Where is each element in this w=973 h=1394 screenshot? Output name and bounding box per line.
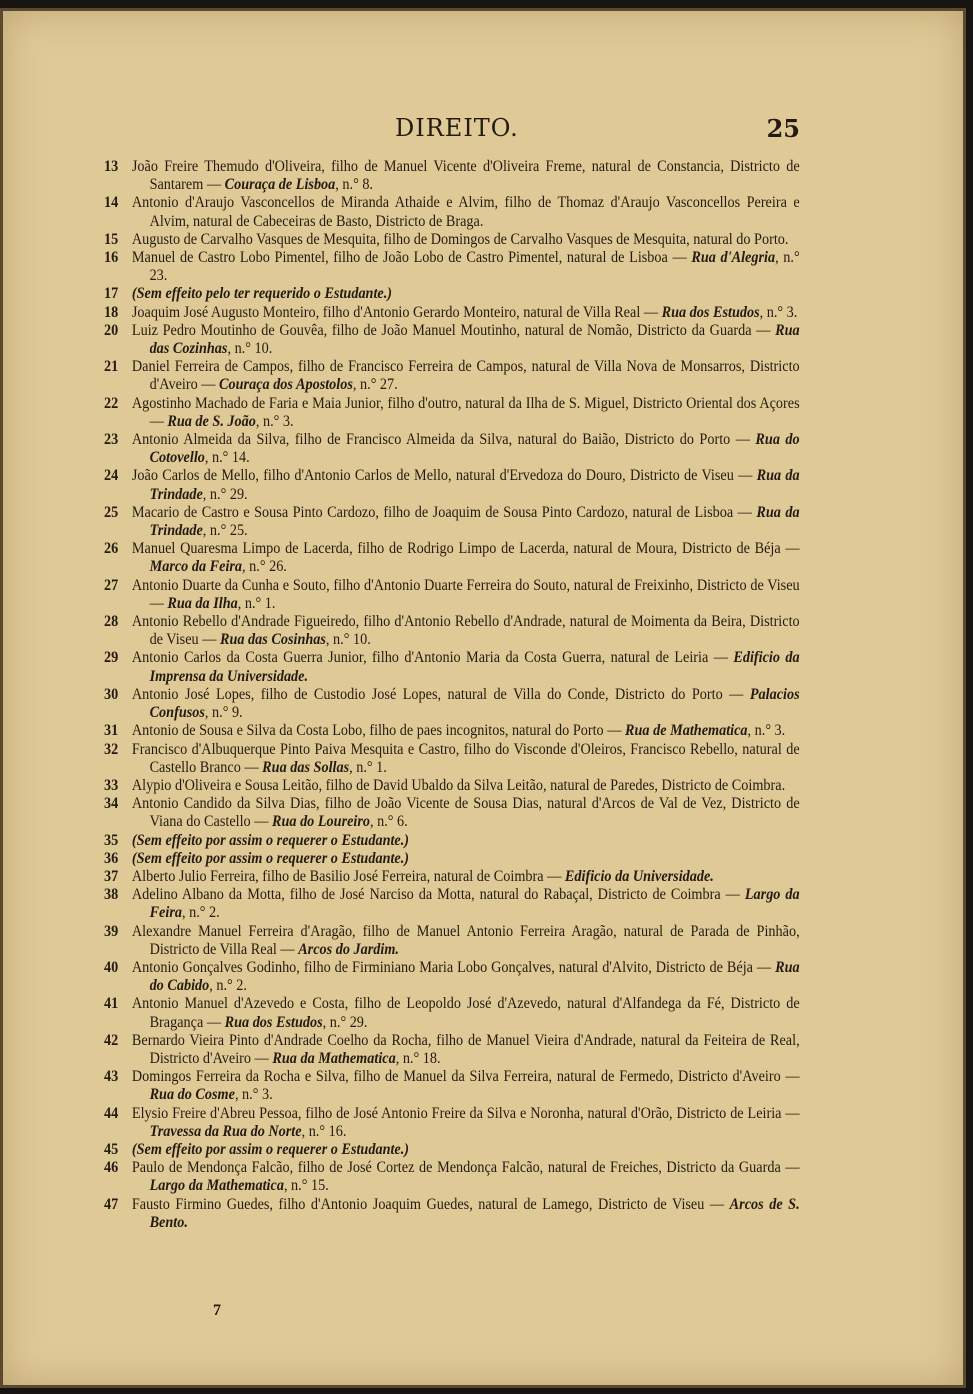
entry-house-number: , n.° 23. — [149, 249, 800, 285]
student-list — [104, 158, 800, 1232]
entry-address: Rua do Cabido — [149, 958, 800, 995]
entry-text — [132, 249, 800, 285]
entry-house-number: , n.° 10. — [227, 340, 273, 358]
entry-house-number: , n.° 3. — [759, 303, 798, 321]
entry-address: Arcos de S. Bento. — [149, 1195, 800, 1231]
list-item — [104, 686, 800, 722]
entry-text — [132, 1196, 800, 1232]
list-item — [104, 613, 800, 649]
entry-description: Antonio José Lopes, filho de Custodio José Lopes, natural de Villa do Conde, Districto do Porto — — [131, 685, 750, 703]
entry-house-number: , n.° 27. — [352, 376, 398, 394]
entry-text — [132, 358, 800, 394]
entry-description: Joaquim José Augusto Monteiro, filho d'Antonio Gerardo Monteiro, natural de Villa Real — — [131, 303, 662, 321]
entry-address: Rua das Cozinhas — [149, 321, 800, 358]
entry-description: Luiz Pedro Moutinho de Gouvêa, filho de João Manuel Moutinho, natural de Nomão, Districto da Guarda — — [131, 321, 776, 339]
page-title: DIREITO. — [395, 114, 519, 142]
entry-address: Rua do Cotovello — [149, 431, 800, 467]
list-item — [104, 540, 800, 576]
entry-number: 26 — [104, 540, 119, 558]
list-item — [104, 158, 800, 194]
entry-house-number: , n.° 2. — [209, 977, 247, 995]
entry-house-number: , n.° 14. — [204, 449, 250, 467]
list-item — [104, 395, 800, 431]
entry-address: Travessa da Rua do Norte — [149, 1122, 302, 1140]
entry-address: Rua da Ilha — [167, 594, 238, 612]
entry-text — [132, 1159, 800, 1195]
entry-description: Fausto Firmino Guedes, filho d'Antonio Joaquim Guedes, natural de Lamego, Districto de Viseu — — [131, 1195, 730, 1213]
entry-text — [132, 1141, 800, 1159]
entry-house-number: , n.° 26. — [242, 558, 287, 576]
entry-description: Alypio d'Oliveira e Sousa Leitão, filho de David Ubaldo da Silva Leitão, natural de Paredes, Districto de Coimbra. — [131, 776, 786, 794]
entry-number: 37 — [104, 867, 119, 885]
entry-address: Rua da Mathematica — [272, 1049, 396, 1067]
entry-address: Edificio da Imprensa da Universidade. — [149, 649, 800, 685]
entry-house-number: , n.° 1. — [237, 594, 276, 612]
entry-description: Agostinho Machado de Faria e Maia Junior, filho d'outro, natural da Ilha de S. Miguel, Districto Oriental dos Açores — — [131, 394, 800, 430]
entry-number: 36 — [104, 849, 119, 867]
entry-text — [132, 1032, 800, 1068]
entry-text — [132, 1105, 800, 1141]
entry-number: 31 — [104, 722, 119, 740]
entry-text — [132, 649, 800, 685]
entry-text — [132, 285, 800, 303]
entry-number: 39 — [104, 922, 119, 940]
entry-description: Antonio Candido da Silva Dias, filho de João Vicente de Sousa Dias, natural d'Arcos de Val de Vez, Districto de Viana do Castello — — [131, 795, 800, 831]
entry-address: Rua da Trindade — [149, 467, 800, 503]
list-item — [104, 231, 800, 249]
entry-house-number: , n.° 15. — [283, 1177, 329, 1195]
entry-house-number: , n.° 9. — [204, 704, 243, 722]
entry-address: (Sem effeito por assim o requerer o Estudante.) — [131, 849, 410, 867]
entry-number: 28 — [104, 613, 119, 631]
entry-address: (Sem effeito pelo ter requerido o Estudante.) — [131, 285, 393, 303]
entry-number: 46 — [104, 1159, 119, 1177]
entry-description: João Freire Themudo d'Oliveira, filho de Manuel Vicente d'Oliveira Freme, natural de Constancia, Districto de Santarem — — [131, 158, 800, 194]
entry-number: 27 — [104, 576, 119, 594]
entry-house-number: , n.° 16. — [301, 1122, 347, 1140]
entry-description: Antonio de Sousa e Silva da Costa Lobo, filho de paes incognitos, natural do Porto — — [131, 722, 626, 740]
document-page — [0, 8, 966, 1388]
entry-number: 25 — [104, 503, 119, 521]
entry-text — [132, 431, 800, 467]
entry-number: 34 — [104, 795, 119, 813]
entry-number: 38 — [104, 886, 119, 904]
entry-description: Antonio Carlos da Costa Guerra Junior, filho d'Antonio Maria da Costa Guerra, natural de Leiria — — [131, 649, 734, 667]
list-item — [104, 832, 800, 850]
list-item — [104, 194, 800, 230]
entry-address: Largo da Feira — [149, 886, 800, 922]
list-item — [104, 431, 800, 467]
entry-text — [132, 850, 800, 868]
entry-description: Domingos Ferreira da Rocha e Silva, filho de Manuel da Silva Ferreira, natural de Fermedo, Districto d'Aveiro — — [131, 1068, 800, 1086]
list-item — [104, 358, 800, 394]
list-item — [104, 886, 800, 922]
entry-description: Antonio Duarte da Cunha e Souto, filho d'Antonio Duarte Ferreira do Souto, natural de Freixinho, Districto de Viseu — — [131, 576, 800, 612]
entry-address: Rua das Sollas — [262, 758, 350, 776]
entry-description: Manuel Quaresma Limpo de Lacerda, filho de Rodrigo Limpo de Lacerda, natural de Moura, Districto de Béja — — [131, 540, 800, 558]
entry-text — [132, 722, 800, 740]
list-item — [104, 304, 800, 322]
entry-number: 21 — [104, 358, 119, 376]
entry-house-number: , n.° 3. — [747, 722, 786, 740]
entry-address: Arcos do Jardim. — [298, 940, 399, 958]
list-item — [104, 1141, 800, 1159]
entry-description: Alexandre Manuel Ferreira d'Aragão, filho de Manuel Antonio Ferreira Aragão, natural de Parada de Pinhão, Districto de Villa Real — — [131, 922, 800, 958]
entry-number: 15 — [104, 230, 119, 248]
entry-number: 40 — [104, 958, 119, 976]
entry-number: 23 — [104, 431, 119, 449]
list-item — [104, 777, 800, 795]
entry-text — [132, 1068, 800, 1104]
list-item — [104, 741, 800, 777]
entry-house-number: , n.° 29. — [202, 485, 248, 503]
entry-number: 41 — [104, 995, 119, 1013]
entry-address: Edificio da Universidade. — [564, 867, 714, 885]
entry-description: Augusto de Carvalho Vasques de Mesquita, filho de Domingos de Carvalho Vasques de Mesquita, natural do Porto. — [131, 230, 789, 248]
entry-number: 32 — [104, 740, 119, 758]
entry-text — [132, 613, 800, 649]
entry-text — [132, 395, 800, 431]
entry-number: 24 — [104, 467, 119, 485]
list-item — [104, 1105, 800, 1141]
entry-number: 18 — [104, 303, 119, 321]
entry-number: 33 — [104, 776, 119, 794]
entry-text — [132, 686, 800, 722]
entry-text — [132, 158, 800, 194]
list-item — [104, 995, 800, 1031]
entry-address: Palacios Confusos — [149, 685, 800, 722]
entry-number: 47 — [104, 1195, 119, 1213]
entry-text — [132, 959, 800, 995]
entry-address: Rua de S. João — [167, 412, 256, 430]
entry-text — [132, 304, 800, 322]
entry-address: (Sem effeito por assim o requerer o Estudante.) — [131, 831, 410, 849]
entry-text — [132, 467, 800, 503]
entry-description: Paulo de Mendonça Falcão, filho de José Cortez de Mendonça Falcão, natural de Freiches, Districto da Guarda — — [131, 1159, 800, 1177]
entry-number: 43 — [104, 1068, 119, 1086]
list-item — [104, 1032, 800, 1068]
entry-description: Antonio Gonçalves Godinho, filho de Firminiano Maria Lobo Gonçalves, natural d'Alvito, Districto de Béja — — [131, 958, 776, 976]
entry-description: Antonio Almeida da Silva, filho de Francisco Almeida da Silva, natural do Baião, Districto do Porto — — [131, 431, 756, 449]
entry-address: Largo da Mathematica — [149, 1177, 284, 1195]
entry-description: Antonio d'Araujo Vasconcellos de Miranda Athaide e Alvim, filho de Thomaz d'Araujo Vasconcellos Pereira e Alvim, natural de Cabeceiras de Basto, Districto de Braga. — [131, 194, 800, 230]
entry-description: Bernardo Vieira Pinto d'Andrade Coelho da Rocha, filho de Manuel Vieira d'Andrade, natural da Feiteira de Real, Districto d'Aveiro — — [131, 1031, 800, 1067]
entry-text — [132, 777, 800, 795]
entry-address: Rua de Mathematica — [625, 722, 748, 740]
entry-text — [132, 868, 800, 886]
list-item — [104, 649, 800, 685]
list-item — [104, 249, 800, 285]
entry-address: Couraça de Lisboa — [224, 176, 336, 194]
page-header — [100, 114, 800, 148]
entry-description: João Carlos de Mello, filho d'Antonio Carlos de Mello, natural d'Ervedoza do Douro, Districto de Viseu — — [131, 467, 757, 485]
entry-number: 30 — [104, 685, 119, 703]
entry-number: 35 — [104, 831, 119, 849]
list-item — [104, 795, 800, 831]
entry-description: Macario de Castro e Sousa Pinto Cardozo, filho de Joaquim de Sousa Pinto Cardozo, natural de Lisboa — — [131, 503, 757, 521]
list-item — [104, 923, 800, 959]
entry-address: Rua dos Estudos — [224, 1013, 323, 1031]
list-item — [104, 722, 800, 740]
entry-description: Adelino Albano da Motta, filho de José Narciso da Motta, natural do Rabaçal, Districto de Coimbra — — [131, 886, 745, 904]
list-item — [104, 959, 800, 995]
list-item — [104, 577, 800, 613]
entry-description: Francisco d'Albuquerque Pinto Paiva Mesquita e Castro, filho do Visconde d'Oleiros, Francisco Rebello, natural de Castello Branco — — [131, 740, 800, 776]
entry-text — [132, 995, 800, 1031]
list-item — [104, 1068, 800, 1104]
entry-description: Elysio Freire d'Abreu Pessoa, filho de José Antonio Freire da Silva e Noronha, natural d'Orão, Districto de Leiria — — [131, 1104, 800, 1122]
entry-number: 44 — [104, 1104, 119, 1122]
entry-description: Antonio Rebello d'Andrade Figueiredo, filho d'Antonio Rebello d'Andrade, natural de Moimenta da Beira, Districto de Viseu — — [131, 613, 800, 649]
list-item — [104, 1159, 800, 1195]
entry-number: 29 — [104, 649, 119, 667]
list-item — [104, 467, 800, 503]
entry-number: 42 — [104, 1031, 119, 1049]
entry-text — [132, 194, 800, 230]
entry-text — [132, 832, 800, 850]
entry-house-number: , n.° 3. — [234, 1086, 273, 1104]
entry-number: 13 — [104, 158, 119, 175]
entry-number: 22 — [104, 394, 119, 412]
signature-mark: 7 — [213, 1302, 221, 1319]
entry-address: Rua dos Estudos — [661, 303, 760, 321]
entry-address: Marco da Feira — [149, 558, 243, 576]
entry-house-number: , n.° 2. — [181, 904, 220, 922]
entry-text — [132, 886, 800, 922]
entry-house-number: , n.° 10. — [325, 631, 371, 649]
entry-description: Alberto Julio Ferreira, filho de Basilio José Ferreira, natural de Coimbra — — [131, 867, 565, 885]
entry-address: Rua do Cosme — [149, 1086, 235, 1104]
entry-number: 14 — [104, 194, 119, 212]
entry-text — [132, 504, 800, 540]
entry-house-number: , n.° 29. — [322, 1013, 368, 1031]
entry-address: Rua do Loureiro — [271, 813, 371, 831]
entry-house-number: , n.° 18. — [395, 1049, 441, 1067]
list-item — [104, 868, 800, 886]
entry-number: 20 — [104, 321, 119, 339]
list-item — [104, 285, 800, 303]
entry-text — [132, 577, 800, 613]
entry-number: 16 — [104, 249, 119, 267]
entry-text — [132, 322, 800, 358]
list-item — [104, 504, 800, 540]
entry-text — [132, 540, 800, 576]
entry-address: Rua d'Alegria — [691, 249, 776, 267]
entry-house-number: , n.° 8. — [335, 176, 374, 194]
entry-house-number: , n.° 1. — [349, 758, 387, 776]
entry-text — [132, 231, 800, 249]
entry-address: Rua das Cosinhas — [219, 631, 326, 649]
list-item — [104, 850, 800, 868]
entry-address: (Sem effeito por assim o requerer o Estudante.) — [131, 1140, 410, 1158]
entry-house-number: , n.° 6. — [370, 813, 408, 831]
entry-number: 45 — [104, 1140, 119, 1158]
list-item — [104, 1196, 800, 1232]
entry-number: 17 — [104, 285, 119, 303]
entry-description: Manuel de Castro Lobo Pimentel, filho de João Lobo de Castro Pimentel, natural de Lisboa — — [131, 249, 692, 267]
entry-address: Rua da Trindade — [149, 503, 800, 540]
entry-house-number: , n.° 25. — [202, 522, 248, 540]
page-number: 25 — [766, 114, 800, 143]
entry-text — [132, 741, 800, 777]
entry-text — [132, 923, 800, 959]
list-item — [104, 322, 800, 358]
entry-address: Couraça dos Apostolos — [219, 376, 353, 394]
entry-house-number: , n.° 3. — [255, 412, 294, 430]
entry-description: Daniel Ferreira de Campos, filho de Francisco Ferreira de Campos, natural de Villa Nova de Monsarros, Districto d'Aveiro — — [131, 358, 800, 394]
entry-description: Antonio Manuel d'Azevedo e Costa, filho de Leopoldo José d'Azevedo, natural d'Alfandega da Fé, Districto de Bragança — — [131, 995, 800, 1031]
entry-text — [132, 795, 800, 831]
